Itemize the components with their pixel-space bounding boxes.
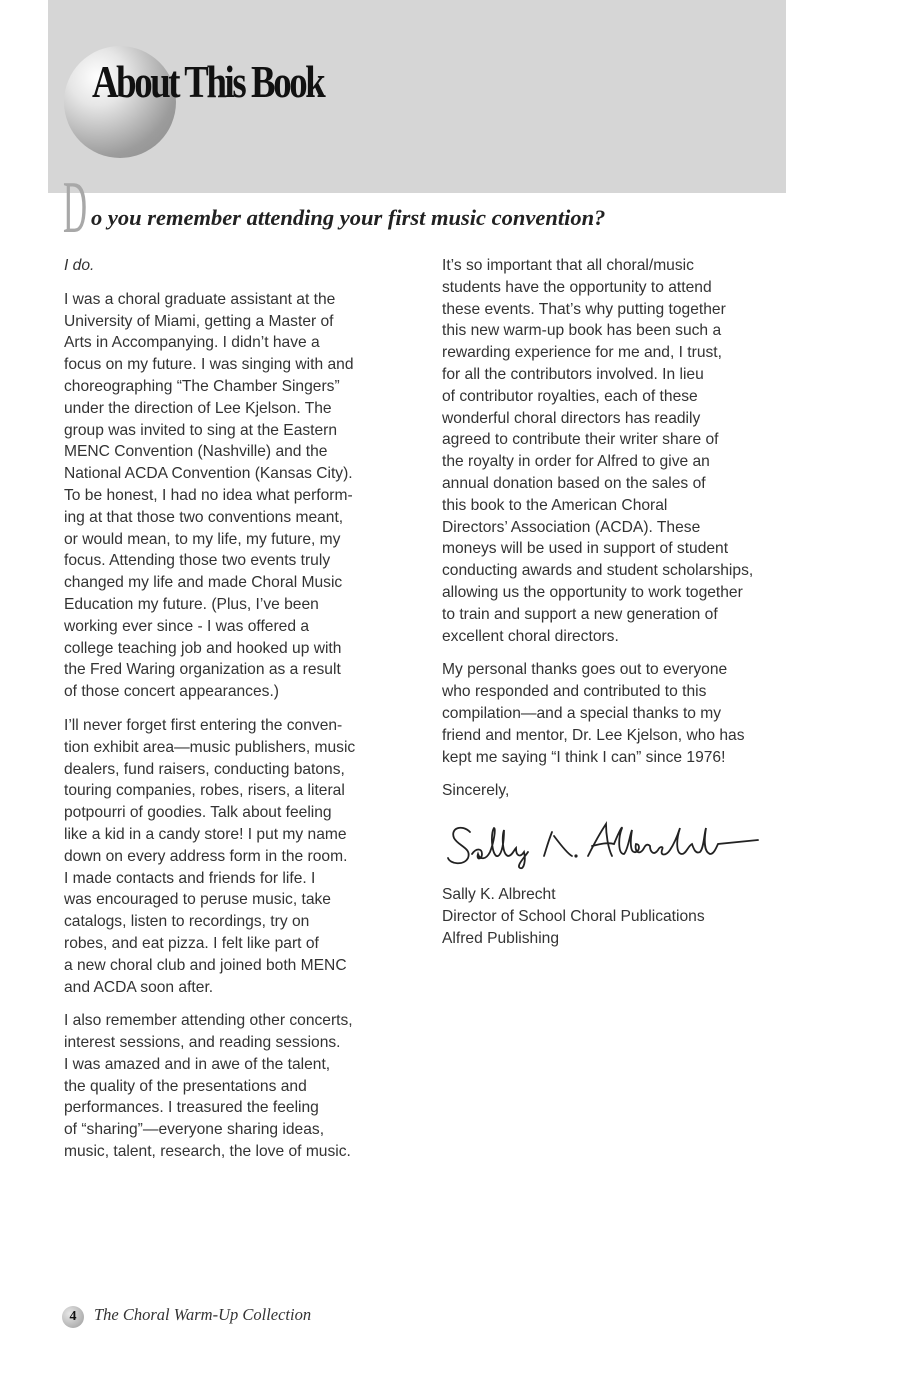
text-line: music, talent, research, the love of music.: [64, 1143, 351, 1161]
text-line: Arts in Accompanying. I didn’t have a: [64, 334, 320, 352]
text-line: kept me saying “I think I can” since 1976!: [442, 748, 726, 766]
text-line: MENC Convention (Nashville) and the: [64, 443, 328, 461]
text-line: Directors’ Association (ACDA). These: [442, 518, 701, 536]
text-line: focus. Attending those two events truly: [64, 552, 331, 570]
text-line: Education my future. (Plus, I’ve been: [64, 595, 319, 613]
text-line: like a kid in a candy store! I put my name: [64, 825, 347, 843]
text-line: to train and support a new generation of: [442, 605, 718, 623]
text-line: for all the contributors involved. In lieu: [442, 365, 704, 383]
paragraph: [442, 255, 802, 647]
signature: [442, 814, 802, 876]
text-line: tion exhibit area—music publishers, music: [64, 738, 356, 756]
text-line: I do.: [64, 257, 95, 274]
text-line: the Fred Waring organization as a result: [64, 661, 341, 679]
text-line: the quality of the presentations and: [64, 1077, 307, 1095]
page-number: 4: [62, 1306, 84, 1328]
text-line: To be honest, I had no idea what perform-: [64, 486, 353, 504]
text-line: performances. I treasured the feeling: [64, 1099, 319, 1117]
text-line: I was amazed and in awe of the talent,: [64, 1055, 331, 1073]
text-line: It’s so important that all choral/music: [442, 257, 694, 274]
text-line: I also remember attending other concerts,: [64, 1012, 353, 1030]
text-line: and ACDA soon after.: [64, 978, 214, 996]
text-line: National ACDA Convention (Kansas City).: [64, 465, 353, 483]
text-line: these events. That’s why putting together: [442, 300, 726, 318]
text-line: college teaching job and hooked up with: [64, 639, 342, 657]
paragraph: [64, 289, 424, 703]
text-line: under the direction of Lee Kjelson. The: [64, 399, 332, 417]
paragraph: [64, 715, 424, 998]
text-line: rewarding experience for me and, I trust,: [442, 344, 722, 362]
text-line: the royalty in order for Alfred to give an: [442, 453, 710, 471]
opening-line: [64, 255, 424, 277]
paragraph: [442, 659, 802, 768]
text-line: excellent choral directors.: [442, 627, 619, 645]
text-line: of contributor royalties, each of these: [442, 387, 698, 405]
text-line: Sincerely,: [442, 782, 510, 800]
text-line: agreed to contribute their writer share of: [442, 431, 719, 449]
page-title: About This Book: [92, 56, 324, 107]
text-line: choreographing “The Chamber Singers”: [64, 377, 340, 395]
text-line: touring companies, robes, risers, a literal: [64, 782, 345, 800]
text-line: wonderful choral directors has readily: [442, 409, 701, 427]
text-line: this book to the American Choral: [442, 496, 668, 514]
closing: [442, 780, 802, 802]
text-line: interest sessions, and reading sessions.: [64, 1034, 341, 1052]
text-line: I was a choral graduate assistant at the: [64, 290, 336, 308]
text-line: annual donation based on the sales of: [442, 474, 706, 492]
text-line: students have the opportunity to attend: [442, 278, 712, 296]
text-line: down on every address form in the room.: [64, 847, 348, 865]
text-line: dealers, fund raisers, conducting batons,: [64, 760, 345, 778]
text-line: this new warm-up book has been such a: [442, 322, 722, 340]
text-line: Director of School Choral Publications: [442, 907, 705, 925]
text-line: a new choral club and joined both MENC: [64, 956, 347, 974]
text-line: group was invited to sing at the Eastern: [64, 421, 338, 439]
paragraph: [64, 1010, 424, 1163]
text-line: Alfred Publishing: [442, 929, 560, 947]
text-line: allowing us the opportunity to work together: [442, 583, 743, 601]
text-line: changed my life and made Choral Music: [64, 574, 343, 592]
drop-cap: D: [63, 167, 88, 249]
text-line: of “sharing”—everyone sharing ideas,: [64, 1121, 325, 1139]
text-line: Sally K. Albrecht: [442, 886, 556, 904]
text-line: potpourri of goodies. Talk about feeling: [64, 804, 332, 822]
left-column: [64, 255, 424, 1175]
text-line: catalogs, listen to recordings, try on: [64, 913, 310, 931]
text-line: friend and mentor, Dr. Lee Kjelson, who has: [442, 726, 745, 744]
text-line: ing at that those two conventions meant,: [64, 508, 344, 526]
text-line: I’ll never forget first entering the conven-: [64, 716, 343, 734]
text-line: moneys will be used in support of student: [442, 540, 729, 558]
text-line: who responded and contributed to this: [442, 683, 707, 701]
footer-book-title: The Choral Warm-Up Collection: [94, 1305, 312, 1324]
signer-block: [442, 884, 802, 949]
right-column: [442, 255, 802, 962]
text-line: University of Miami, getting a Master of: [64, 312, 334, 330]
text-line: was encouraged to peruse music, take: [64, 891, 331, 909]
text-line: My personal thanks goes out to everyone: [442, 661, 728, 679]
text-line: conducting awards and student scholarships,: [442, 562, 754, 580]
text-line: focus on my future. I was singing with and: [64, 356, 354, 374]
signature-icon: [442, 814, 762, 876]
text-line: or would mean, to my life, my future, my: [64, 530, 341, 548]
text-line: robes, and eat pizza. I felt like part of: [64, 934, 319, 952]
text-line: compilation—and a special thanks to my: [442, 704, 722, 722]
text-line: of those concert appearances.): [64, 683, 279, 701]
text-line: working ever since - I was offered a: [64, 617, 309, 635]
lead-question: o you remember attending your first music convention?: [91, 205, 606, 230]
text-line: I made contacts and friends for life. I: [64, 869, 316, 887]
